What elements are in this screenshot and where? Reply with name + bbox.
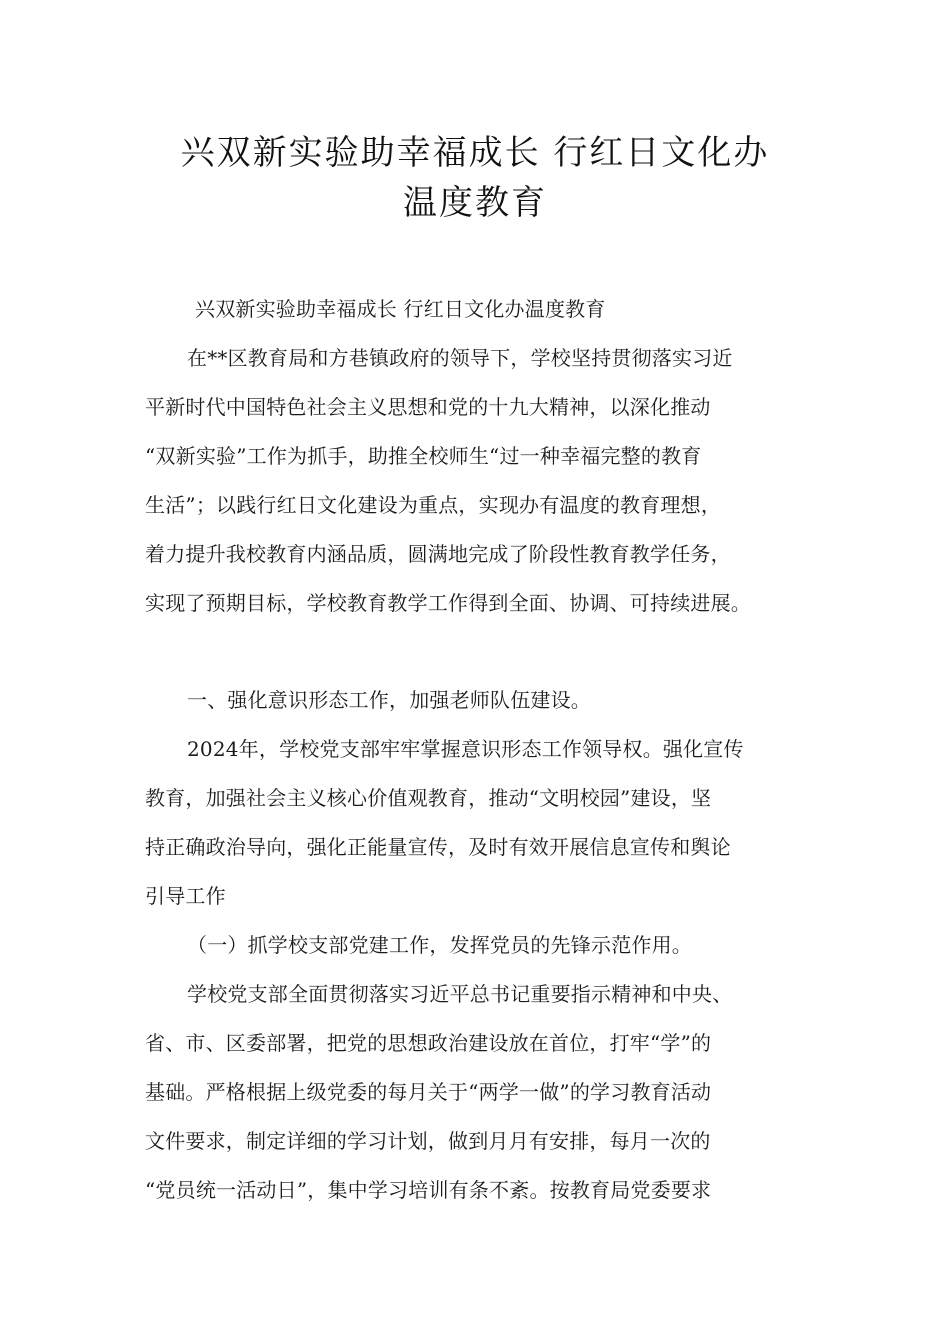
paragraph-party-building bbox=[145, 970, 805, 1215]
paragraph-line: 文件要求，制定详细的学习计划，做到月月有安排，每月一次的 bbox=[145, 1129, 711, 1153]
title-line-1: 兴双新实验助幸福成长 行红日文化办 bbox=[180, 133, 770, 173]
paragraph-spacer bbox=[145, 628, 805, 676]
paragraph-line: 生活”；以践行红日文化建设为重点，实现办有温度的教育理想， bbox=[145, 493, 722, 517]
paragraph-line: “党员统一活动日”，集中学习培训有条不紊。按教育局党委要求 bbox=[145, 1178, 712, 1202]
paragraph-line: 在**区教育局和方巷镇政府的领导下，学校坚持贯彻落实习近 bbox=[187, 346, 733, 370]
section-heading: 一、强化意识形态工作，加强老师队伍建设。 bbox=[187, 688, 591, 712]
paragraph-ideology bbox=[145, 725, 805, 921]
paragraph-line: 省、市、区委部署，把党的思想政治建设放在首位，打牢“学”的 bbox=[145, 1031, 712, 1055]
paragraph-line: 平新时代中国特色社会主义思想和党的十九大精神，以深化推动 bbox=[145, 395, 711, 419]
title-line-2: 温度教育 bbox=[403, 183, 547, 223]
document-body bbox=[145, 285, 805, 1215]
subsection-heading: （一）抓学校支部党建工作，发挥党员的先锋示范作用。 bbox=[187, 933, 692, 957]
paragraph-intro bbox=[145, 334, 805, 628]
document-subtitle: 兴双新实验助幸福成长 行红日文化办温度教育 bbox=[195, 297, 606, 321]
paragraph-line: 教育，加强社会主义核心价值观教育，推动“文明校园”建设，坚 bbox=[145, 786, 712, 810]
paragraph-line: 学校党支部全面贯彻落实习近平总书记重要指示精神和中央、 bbox=[187, 982, 733, 1006]
paragraph-line: 持正确政治导向，强化正能量宣传，及时有效开展信息宣传和舆论 bbox=[145, 835, 731, 859]
paragraph-line: 着力提升我校教育内涵品质，圆满地完成了阶段性教育教学任务， bbox=[145, 542, 731, 566]
paragraph-line: 引导工作 bbox=[145, 884, 226, 908]
paragraph-line: 基础。严格根据上级党委的每月关于“两学一做”的学习教育活动 bbox=[145, 1080, 712, 1104]
paragraph-line: “双新实验”工作为抓手，助推全校师生“过一种幸福完整的教育 bbox=[145, 444, 702, 468]
paragraph-line: 2024年，学校党支部牢牢掌握意识形态工作领导权。强化宣传 bbox=[187, 737, 744, 761]
paragraph-line: 实现了预期目标，学校教育教学工作得到全面、协调、可持续进展。 bbox=[145, 591, 751, 615]
document-title bbox=[100, 128, 850, 228]
